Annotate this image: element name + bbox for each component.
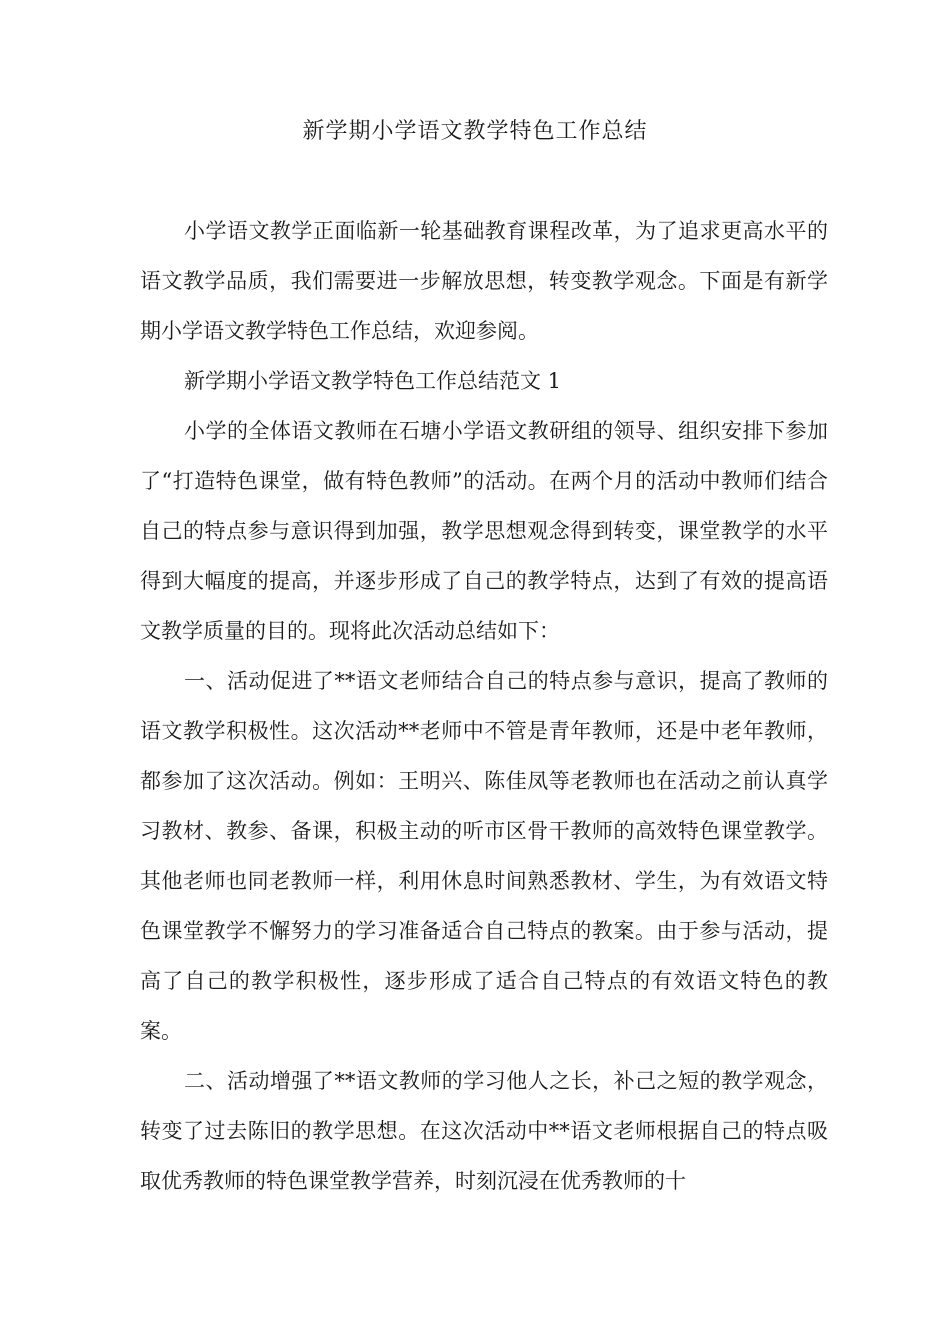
document-body: [140, 206, 828, 1206]
point-two-paragraph: 二、活动增强了**语文教师的学习他人之长，补己之短的教学观念，转变了过去陈旧的教学思想。在这次活动中**语文老师根据自己的特点吸取优秀教师的特色课堂教学营养，时刻沉浸在优秀教师的十: [140, 1069, 828, 1193]
section-heading: 新学期小学语文教学特色工作总结范文 1: [184, 369, 562, 393]
point-one-paragraph: 一、活动促进了**语文老师结合自己的特点参与意识，提高了教师的语文教学积极性。这次活动**老师中不管是青年教师，还是中老年教师，都参加了这次活动。例如：王明兴、陈佳凤等老教师也在活动之前认真学习教材、教参、备课，积极主动的听市区骨干教师的高效特色课堂教学。其他老师也同老教师一样，利用休息时间熟悉教材、学生，为有效语文特色课堂教学不懈努力的学习准备适合自己特点的教案。由于参与活动，提高了自己的教学积极性，逐步形成了适合自己特点的有效语文特色的教案。: [140, 669, 828, 1043]
body-paragraph: 小学的全体语文教师在石塘小学语文教研组的领导、组织安排下参加了“打造特色课堂，做有特色教师”的活动。在两个月的活动中教师们结合自己的特点参与意识得到加强，教学思想观念得到转变，课堂教学的水平得到大幅度的提高，并逐步形成了自己的教学特点，达到了有效的提高语文教学质量的目的。现将此次活动总结如下：: [140, 419, 828, 643]
document-title: 新学期小学语文教学特色工作总结: [302, 119, 648, 144]
intro-paragraph: 小学语文教学正面临新一轮基础教育课程改革，为了追求更高水平的语文教学品质，我们需要进一步解放思想，转变教学观念。下面是有新学期小学语文教学特色工作总结，欢迎参阅。: [140, 219, 828, 343]
